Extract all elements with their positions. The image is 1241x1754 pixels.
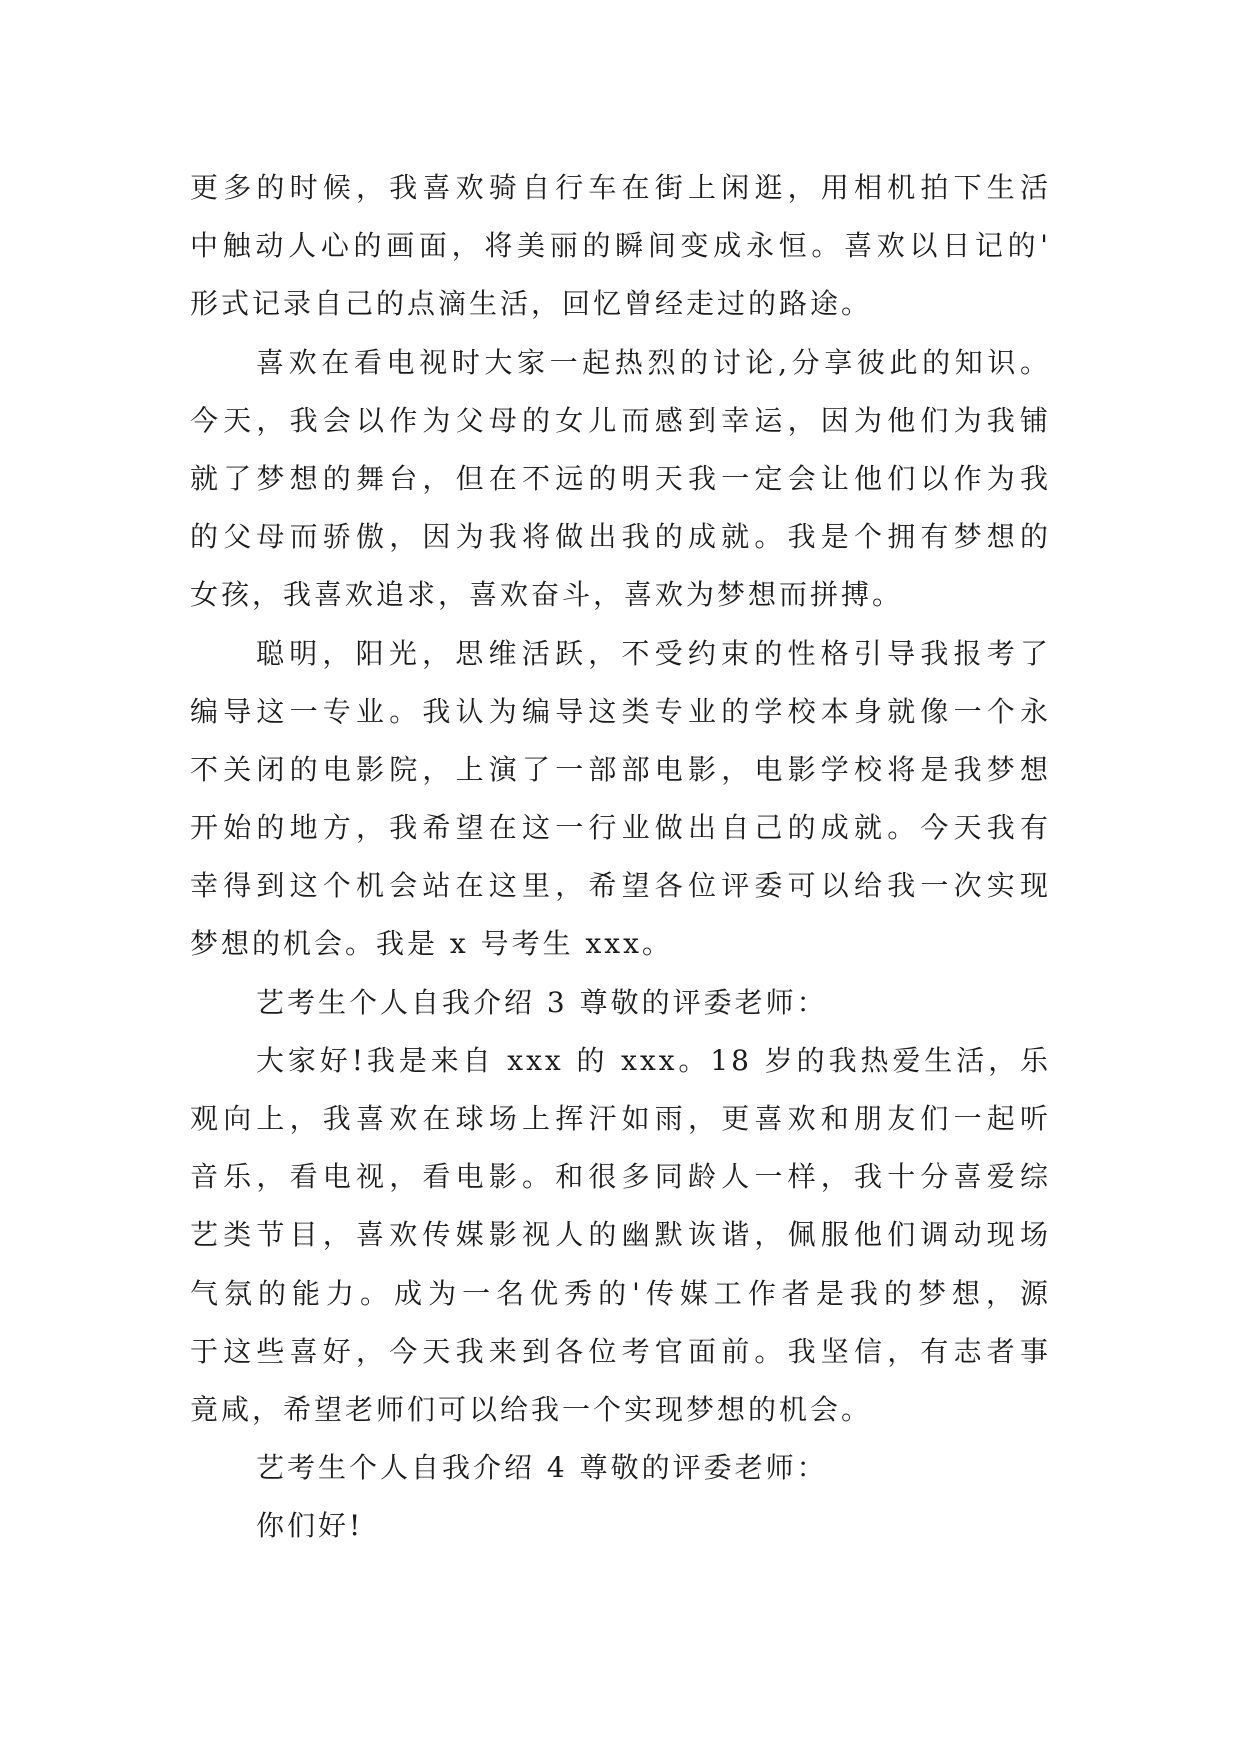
- paragraph: [190, 159, 1051, 334]
- text-line: 气氛的能力。成为一名优秀的'传媒工作者是我的梦想，源: [190, 1276, 1051, 1310]
- document-body: [190, 159, 1051, 1556]
- text-line: 中触动人心的画面，将美丽的瞬间变成永恒。喜欢以日记的': [190, 229, 1051, 263]
- text-line: 你们好!: [256, 1509, 364, 1543]
- text-line: 更多的时候，我喜欢骑自行车在街上闲逛，用相机拍下生活: [190, 171, 1051, 204]
- text-line: 女孩，我喜欢追求，喜欢奋斗，喜欢为梦想而拼搏。: [190, 578, 904, 612]
- text-line: 艺类节目，喜欢传媒影视人的幽默诙谐，佩服他们调动现场: [190, 1218, 1051, 1252]
- paragraph: [190, 625, 1051, 974]
- text-line: 就了梦想的舞台，但在不远的明天我一定会让他们以作为我: [190, 461, 1051, 495]
- heading-line: 艺考生个人自我介绍 3 尊敬的评委老师：: [256, 985, 828, 1019]
- paragraph: [190, 1032, 1051, 1439]
- text-line: 梦想的机会。我是 x 号考生 xxx。: [190, 927, 673, 961]
- text-line: 音乐，看电视，看电影。和很多同龄人一样，我十分喜爱综: [190, 1160, 1051, 1194]
- section-heading: [190, 1439, 1051, 1497]
- text-line: 竟咸，希望老师们可以给我一个实现梦想的机会。: [190, 1392, 873, 1426]
- text-line: 聪明，阳光，思维活跃，不受约束的性格引导我报考了: [256, 636, 1051, 670]
- text-line: 形式记录自己的点滴生活，回忆曾经走过的路途。: [190, 287, 873, 321]
- text-line: 开始的地方，我希望在这一行业做出自己的成就。今天我有: [190, 811, 1051, 845]
- text-line: 不关闭的电影院，上演了一部部电影，电影学校将是我梦想: [190, 752, 1051, 786]
- text-line: 的父母而骄傲，因为我将做出我的成就。我是个拥有梦想的: [190, 520, 1051, 554]
- text-line: 编导这一专业。我认为编导这类专业的学校本身就像一个永: [190, 694, 1051, 728]
- text-line: 今天，我会以作为父母的女儿而感到幸运，因为他们为我铺: [190, 403, 1051, 437]
- section-heading: [190, 974, 1051, 1032]
- paragraph: [190, 1497, 1051, 1555]
- paragraph: [190, 334, 1051, 625]
- text-line: 观向上，我喜欢在球场上挥汗如雨，更喜欢和朋友们一起听: [190, 1102, 1051, 1135]
- text-line: 幸得到这个机会站在这里，希望各位评委可以给我一次实现: [190, 869, 1051, 903]
- text-line: 喜欢在看电视时大家一起热烈的讨论,分享彼此的知识。: [256, 345, 1051, 379]
- heading-line: 艺考生个人自我介绍 4 尊敬的评委老师：: [256, 1451, 828, 1485]
- text-line: 于这些喜好，今天我来到各位考官面前。我坚信，有志者事: [190, 1334, 1051, 1368]
- text-line: 大家好!我是来自 xxx 的 xxx。18 岁的我热爱生活，乐: [256, 1043, 1051, 1077]
